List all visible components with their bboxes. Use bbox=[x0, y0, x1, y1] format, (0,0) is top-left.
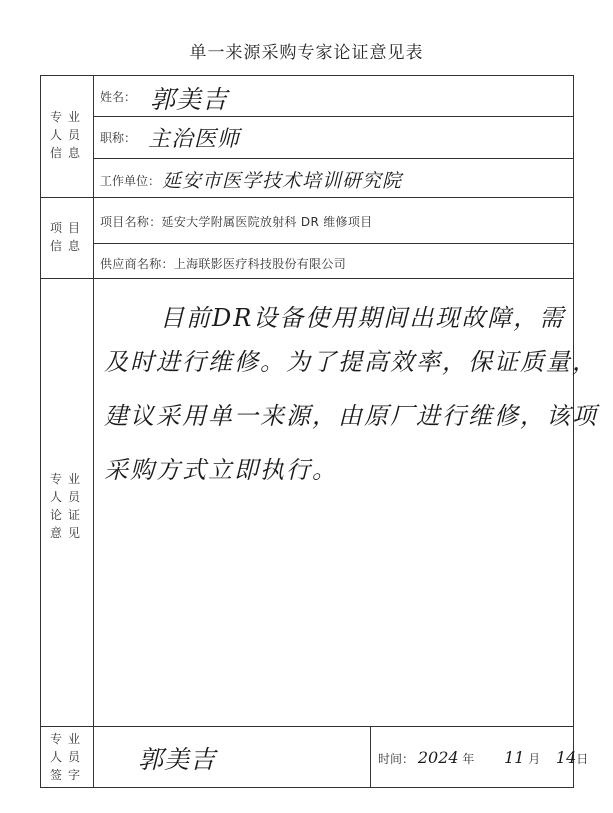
date-label: 时间： bbox=[378, 752, 415, 766]
opinion-line: 及时进行维修。为了提高效率，保证质量， bbox=[104, 348, 598, 376]
row-divider-opinion-end bbox=[41, 726, 573, 727]
date-day: 14 bbox=[555, 748, 577, 767]
supplier-value: 上海联影医疗科技股份有限公司 bbox=[173, 257, 347, 271]
date-month: 11 bbox=[504, 748, 525, 767]
signature-date-divider bbox=[370, 726, 371, 787]
expert-signature: 郭美吉 bbox=[138, 745, 217, 774]
project-info-label: 项 目 信 息 bbox=[49, 221, 80, 253]
name-value: 郭美吉 bbox=[150, 85, 229, 114]
date-day-unit: 日 bbox=[576, 752, 589, 766]
project-name-field bbox=[100, 213, 372, 230]
form-title: 单一来源采购专家论证意见表 bbox=[189, 43, 424, 63]
row-divider-name bbox=[94, 116, 573, 117]
name-label: 姓名： bbox=[100, 90, 137, 104]
workplace-value: 延安市医学技术培训研究院 bbox=[162, 170, 403, 192]
row-divider-project-end bbox=[41, 278, 573, 279]
expert-signature-label: 专 业 人 员 签 字 bbox=[49, 732, 80, 782]
opinion-line: 建议采用单一来源，由原厂进行维修，该项 bbox=[104, 402, 598, 430]
row-divider-title bbox=[94, 158, 573, 159]
project-name-label: 项目名称： bbox=[100, 215, 162, 229]
workplace-label: 工作单位： bbox=[100, 174, 161, 188]
supplier-label: 供应商名称： bbox=[100, 257, 174, 271]
opinion-line: 采购方式立即执行。 bbox=[104, 456, 338, 484]
expert-opinion-label: 专 业 人 员 论 证 意 见 bbox=[49, 472, 80, 540]
opinion-line: 目前DR设备使用期间出现故障，需 bbox=[160, 304, 566, 332]
label-column-divider bbox=[93, 76, 94, 787]
date-month-unit: 月 bbox=[528, 752, 541, 766]
title-label: 职称： bbox=[100, 131, 137, 145]
expert-info-label: 专 业 人 员 信 息 bbox=[49, 110, 80, 160]
signature-date bbox=[378, 748, 588, 767]
title-value: 主治医师 bbox=[148, 127, 241, 152]
row-divider-project bbox=[94, 243, 573, 244]
project-name-value: 延安大学附属医院放射科 DR 维修项目 bbox=[161, 215, 373, 229]
date-year-unit: 年 bbox=[462, 752, 475, 766]
supplier-field bbox=[100, 255, 346, 272]
row-divider-info-end bbox=[41, 197, 573, 198]
date-year: 2024 bbox=[417, 748, 459, 767]
